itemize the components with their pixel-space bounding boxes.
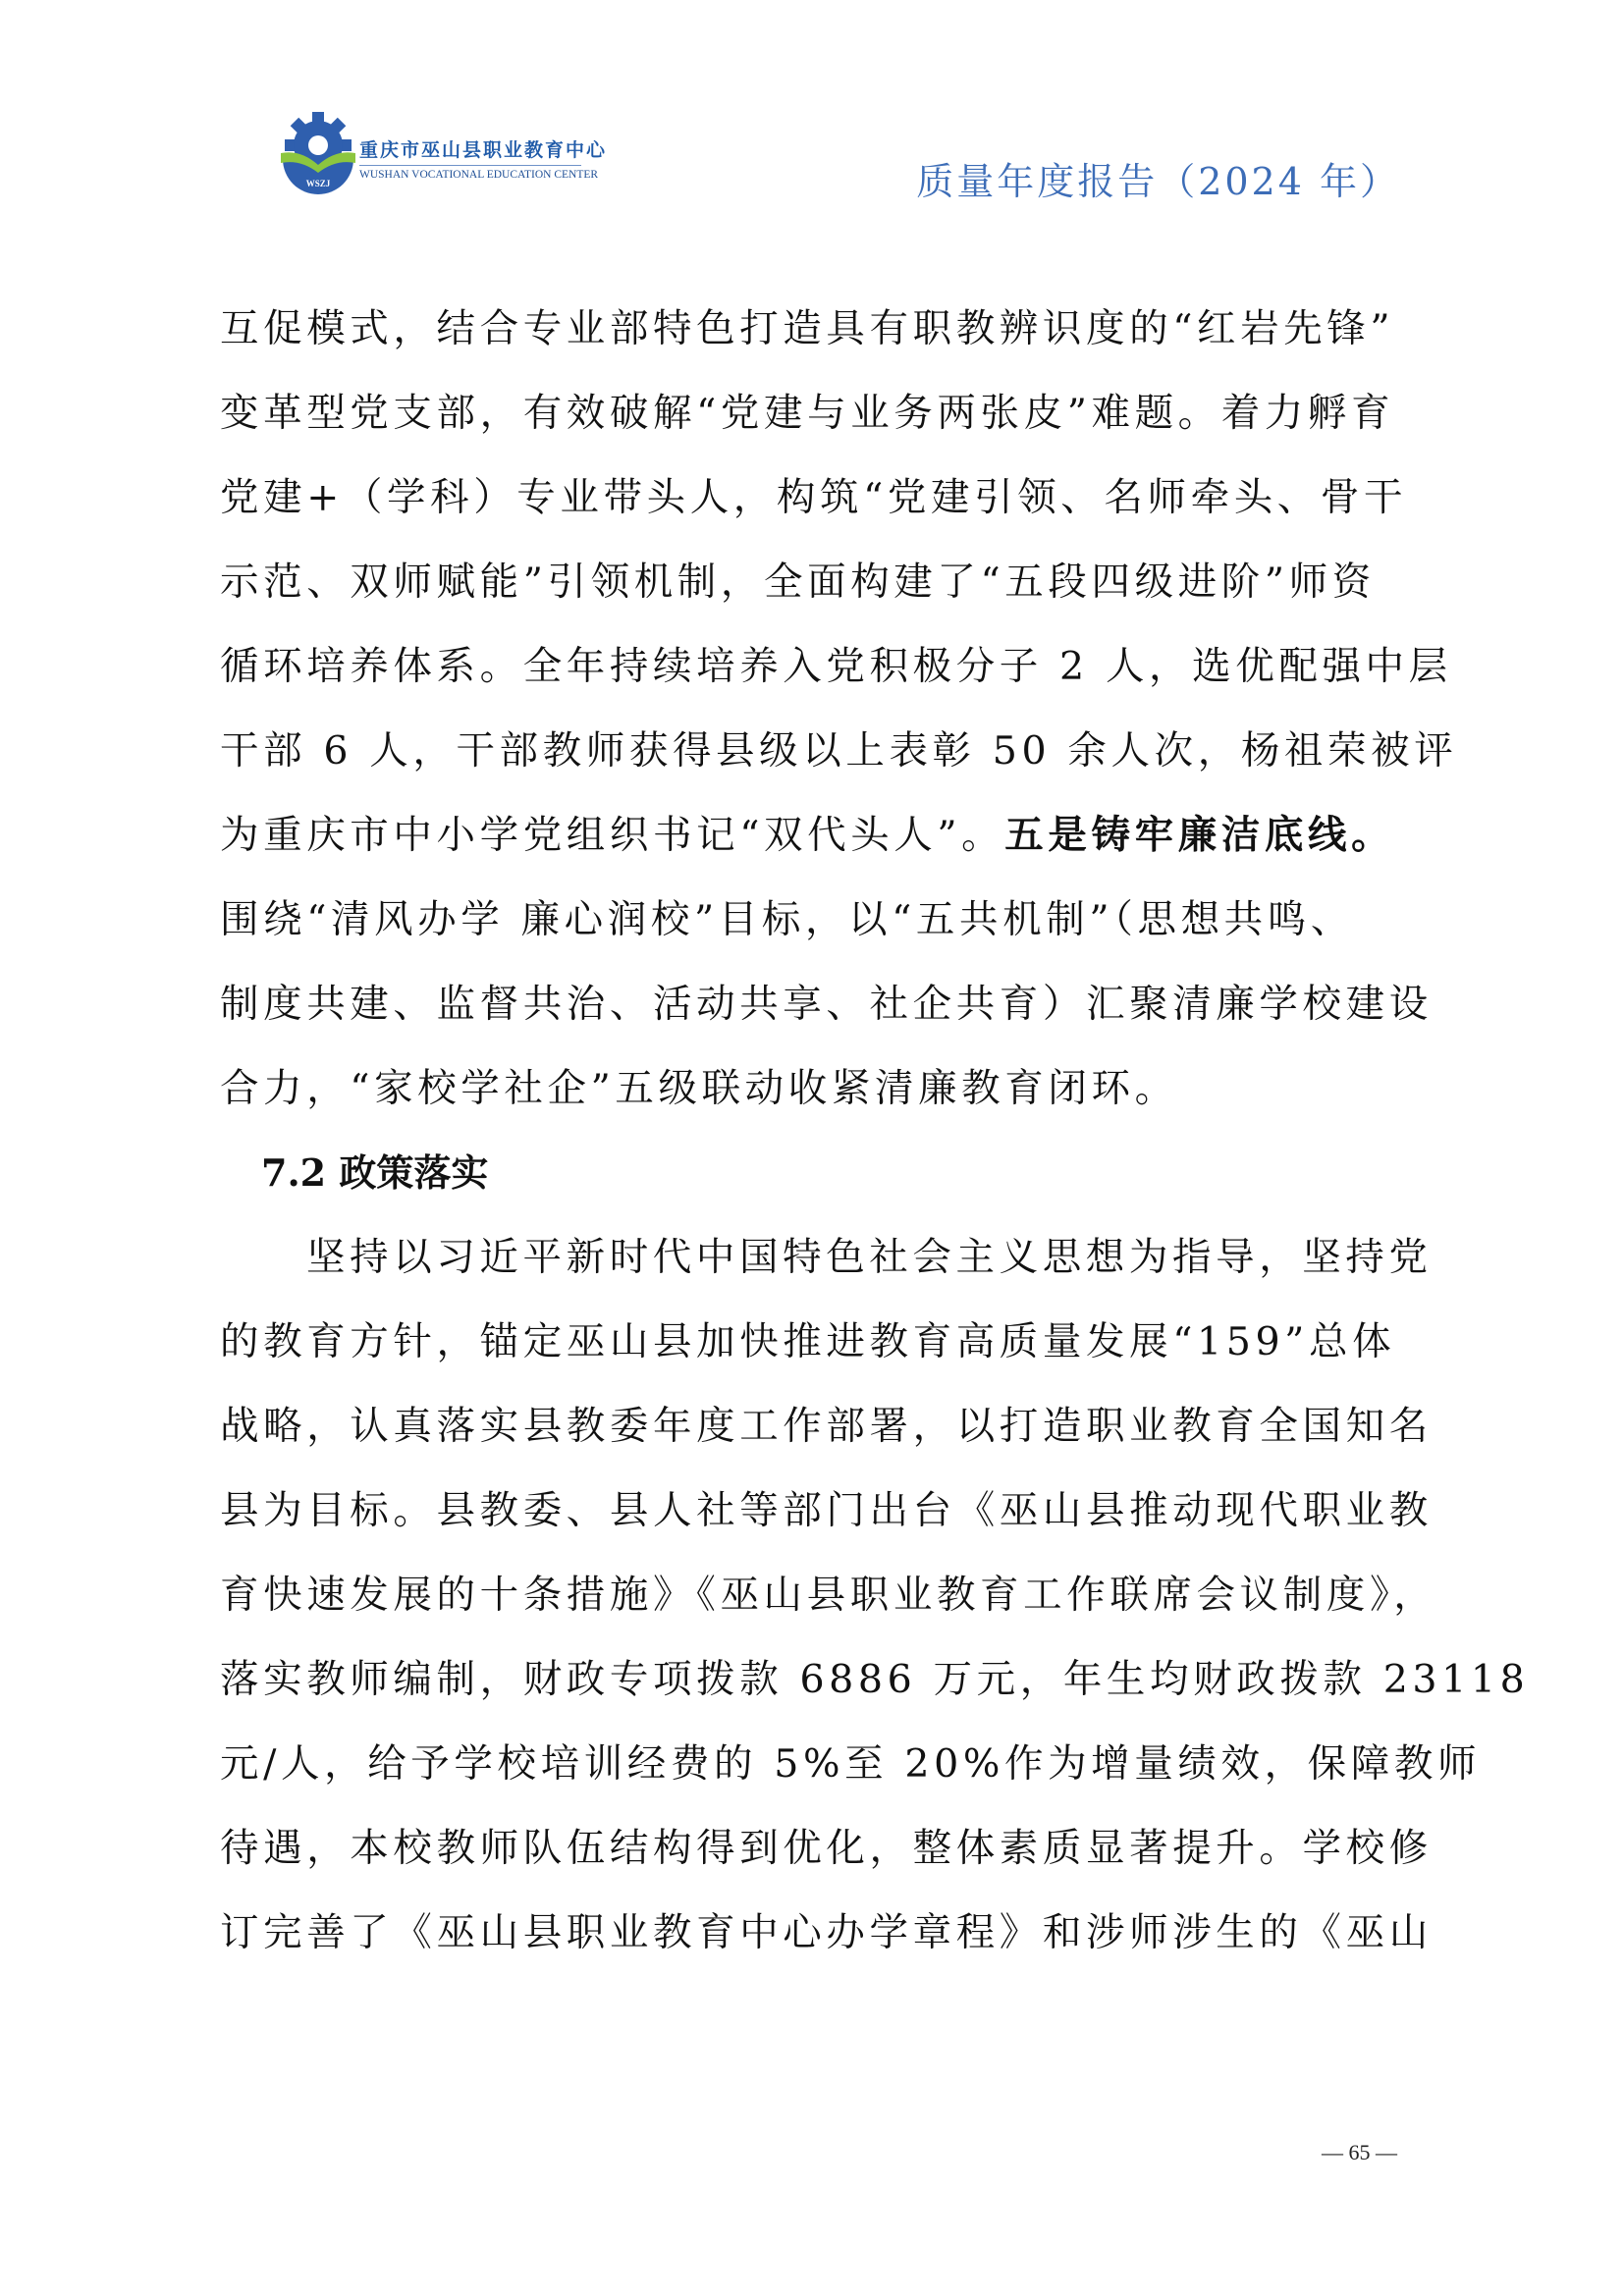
paragraph-line: 循环培养体系。全年持续培养入党积极分子 2 人，选优配强中层 [220,644,1452,689]
paragraph-line: 元/人，给予学校培训经费的 5%至 20%作为增量绩效，保障教师 [220,1741,1482,1787]
paragraph-line: 战略，认真落实县教委年度工作部署，以打造职业教育全国知名 [220,1404,1433,1449]
paragraph-line: 订完善了《巫山县职业教育中心办学章程》和涉师涉生的《巫山 [220,1910,1433,1955]
paragraph-line: 示范、双师赋能”引领机制，全面构建了“五段四级进阶”师资 [220,560,1376,605]
school-name-cn: 重庆市巫山县职业教育中心 [359,139,608,161]
paragraph-line: 变革型党支部，有效破解“党建与业务两张皮”难题。着力孵育 [220,391,1395,436]
document-body [220,287,1530,1975]
paragraph-line: 围绕“清风办学 廉心润校”目标，以“五共机制”（思想共鸣、 [220,897,1354,942]
bold-subheading: 五是铸牢廉洁底线。 [1004,813,1395,858]
page-header [0,0,1624,226]
paragraph-line [220,793,1437,878]
paragraph-line: 待遇，本校教师队伍结构得到优化，整体素质显著提升。学校修 [220,1826,1433,1871]
svg-text:WSZJ: WSZJ [305,179,331,188]
page-number: — 65 — [1322,2140,1397,2164]
school-logo-icon [273,110,363,200]
paragraph-line: 坚持以习近平新时代中国特色社会主义思想为指导，坚持党 [306,1235,1433,1280]
paragraph-line: 党建+（学科）专业带头人，构筑“党建引领、名师牵头、骨干 [220,475,1408,520]
logo-text [359,135,608,181]
report-title: 质量年度报告（2024 年） [916,160,1400,203]
section-heading: 7.2 政策落实 [261,1150,489,1195]
paragraph-line: 互促模式，结合专业部特色打造具有职教辨识度的“红岩先锋” [220,306,1395,351]
school-name-en: WUSHAN VOCATIONAL EDUCATION CENTER [359,169,599,181]
logo-divider [359,165,581,166]
paragraph-line: 育快速发展的十条措施》《巫山县职业教育工作联席会议制度》， [220,1573,1437,1618]
paragraph-line: 落实教师编制，财政专项拨款 6886 万元，年生均财政拨款 23118 [220,1657,1530,1702]
paragraph-line: 的教育方针，锚定巫山县加快推进教育高质量发展“159”总体 [220,1319,1396,1364]
paragraph-line: 干部 6 人，干部教师获得县级以上表彰 50 余人次，杨祖荣被评 [220,728,1458,774]
paragraph-line: 县为目标。县教委、县人社等部门出台《巫山县推动现代职业教 [220,1488,1433,1533]
paragraph-text: 为重庆市中小学党组织书记“双代头人”。 [220,813,1005,858]
paragraph-line: 制度共建、监督共治、活动共享、社企共育）汇聚清廉学校建设 [220,982,1433,1027]
paragraph-line: 合力，“家校学社企”五级联动收紧清廉教育闭环。 [220,1066,1178,1111]
